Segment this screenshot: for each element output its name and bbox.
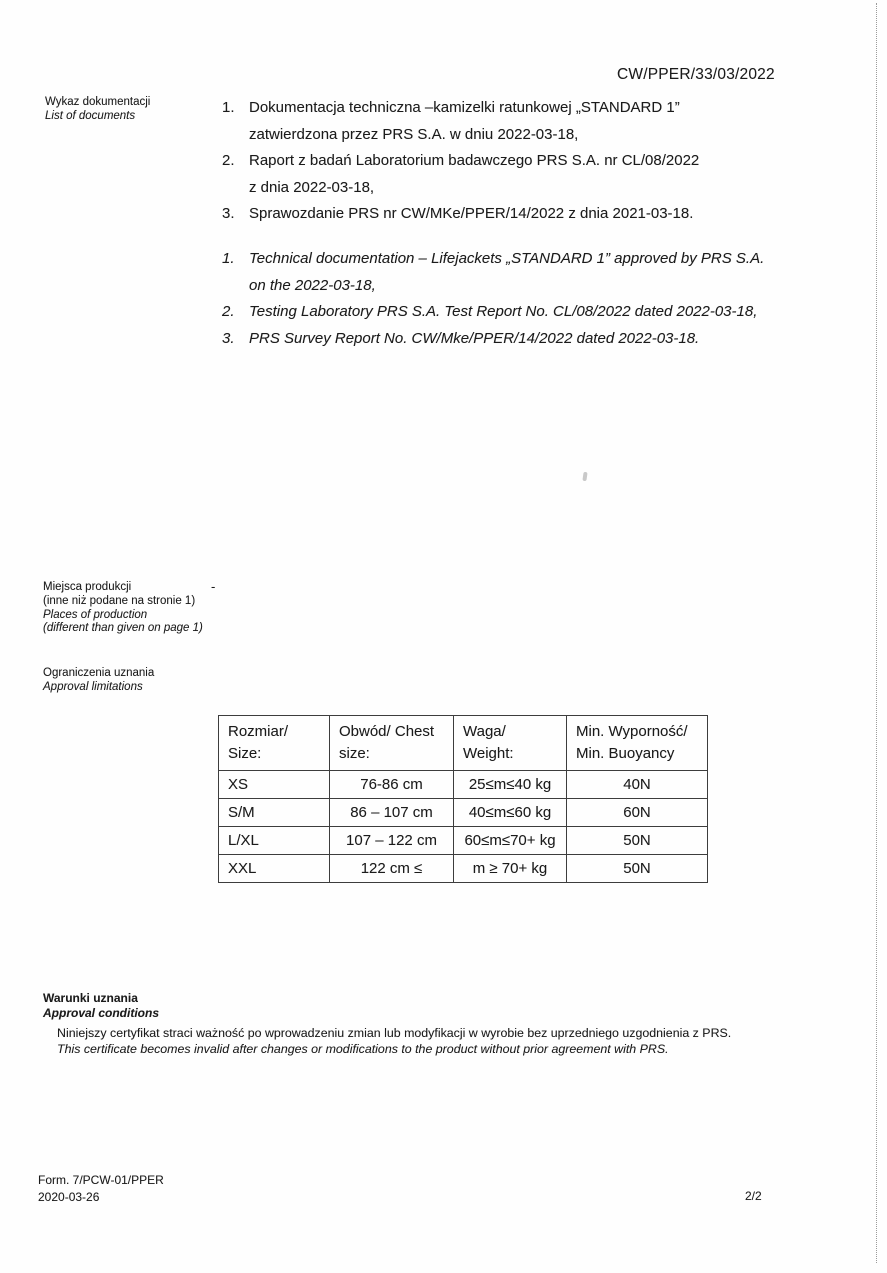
list-item-line: Dokumentacja techniczna –kamizelki ratunkowej „STANDARD 1” [249, 99, 680, 116]
list-item [222, 299, 817, 326]
list-item [222, 95, 817, 148]
production-label-pl-note: (inne niż podane na stronie 1) [43, 594, 196, 607]
table-row [219, 827, 708, 855]
list-item-number: 2. [222, 152, 235, 169]
section-label-documents [45, 96, 150, 124]
cell-size: S/M [219, 799, 330, 827]
list-item [222, 148, 817, 201]
cell-chest: 122 cm ≤ [330, 855, 454, 883]
list-item-text [249, 246, 817, 299]
reference-number: CW/PPER/33/03/2022 [617, 66, 775, 83]
list-item-line: PRS Survey Report No. CW/Mke/PPER/14/2022 dated 2022-03-18. [249, 329, 700, 347]
cell-buoyancy: 50N [567, 855, 708, 883]
cell-chest: 107 – 122 cm [330, 827, 454, 855]
documents-list-pl [222, 95, 817, 228]
list-item [222, 246, 817, 299]
list-item-number: 1. [222, 250, 235, 267]
list-item-text [249, 326, 817, 353]
section-label-conditions [43, 991, 159, 1020]
conditions-label-pl: Warunki uznania [43, 991, 138, 1005]
table-row [219, 855, 708, 883]
conditions-text-pl: Niniejszy certyfikat straci ważność po wprowadzeniu zmian lub modyfikacji w wyrobie bez uprzedniego uzgodnienia z PRS. [57, 1026, 732, 1040]
list-item-text [249, 148, 817, 201]
documents-label-en: List of documents [45, 109, 136, 122]
table-row [219, 799, 708, 827]
cell-weight: 25≤m≤40 kg [454, 771, 567, 799]
cell-size: L/XL [219, 827, 330, 855]
list-item-text [249, 95, 817, 148]
documents-list-en [222, 246, 817, 352]
list-item-text [249, 201, 817, 228]
table-header-chest: Obwód/ Chest size: [330, 716, 454, 771]
cell-chest: 86 – 107 cm [330, 799, 454, 827]
form-number: Form. 7/PCW-01/PPER [38, 1173, 164, 1187]
list-item [222, 326, 817, 353]
footer-form-info [38, 1172, 164, 1206]
table-header-weight: Waga/ Weight: [454, 716, 567, 771]
list-item-line: Sprawozdanie PRS nr CW/MKe/PPER/14/2022 z dnia 2021-03-18. [249, 205, 694, 222]
conditions-text [57, 1026, 862, 1058]
cell-weight: 40≤m≤60 kg [454, 799, 567, 827]
list-item-line: zatwierdzona przez PRS S.A. w dniu 2022-03-18, [249, 125, 579, 143]
size-table [218, 715, 708, 883]
limitations-label-en: Approval limitations [43, 680, 143, 693]
list-item-line: z dnia 2022-03-18, [249, 178, 375, 196]
list-item-text [249, 299, 817, 326]
scan-speck [582, 472, 587, 481]
cell-buoyancy: 60N [567, 799, 708, 827]
list-item-line: on the 2022-03-18, [249, 276, 376, 294]
list-item-line: Testing Laboratory PRS S.A. Test Report No. CL/08/2022 dated 2022-03-18, [249, 303, 758, 320]
documents-label-pl: Wykaz dokumentacji [45, 96, 151, 108]
cell-buoyancy: 50N [567, 827, 708, 855]
list-item-number: 1. [222, 99, 235, 116]
production-label-en-note: (different than given on page 1) [43, 622, 203, 635]
cell-buoyancy: 40N [567, 771, 708, 799]
cell-weight: m ≥ 70+ kg [454, 855, 567, 883]
list-item-number: 3. [222, 329, 235, 347]
cell-size: XXL [219, 855, 330, 883]
cell-size: XS [219, 771, 330, 799]
scan-edge-line [876, 3, 877, 1263]
production-label-en: Places of production [43, 608, 148, 621]
production-label-pl: Miejsca produkcji [43, 581, 132, 593]
list-item-line: Technical documentation – Lifejackets „STANDARD 1” approved by PRS S.A. [249, 250, 765, 267]
list-item-number: 3. [222, 205, 235, 222]
table-header-row [219, 716, 708, 771]
conditions-text-en: This certificate becomes invalid after changes or modifications to the product without prior agreement with PRS. [57, 1041, 669, 1056]
page-number: 2/2 [745, 1189, 762, 1203]
production-value: - [211, 579, 216, 594]
table-row [219, 771, 708, 799]
table-header-size: Rozmiar/ Size: [219, 716, 330, 771]
list-item-number: 2. [222, 303, 235, 320]
cell-chest: 76-86 cm [330, 771, 454, 799]
section-label-production [43, 581, 203, 636]
table-header-buoyancy: Min. Wyporność/ Min. Buoyancy [567, 716, 708, 771]
list-item [222, 201, 817, 228]
limitations-label-pl: Ograniczenia uznania [43, 667, 155, 679]
form-date: 2020-03-26 [38, 1190, 100, 1204]
conditions-label-en: Approval conditions [43, 1005, 160, 1020]
list-item-line: Raport z badań Laboratorium badawczego PRS S.A. nr CL/08/2022 [249, 152, 700, 169]
section-label-limitations [43, 667, 154, 695]
cell-weight: 60≤m≤70+ kg [454, 827, 567, 855]
